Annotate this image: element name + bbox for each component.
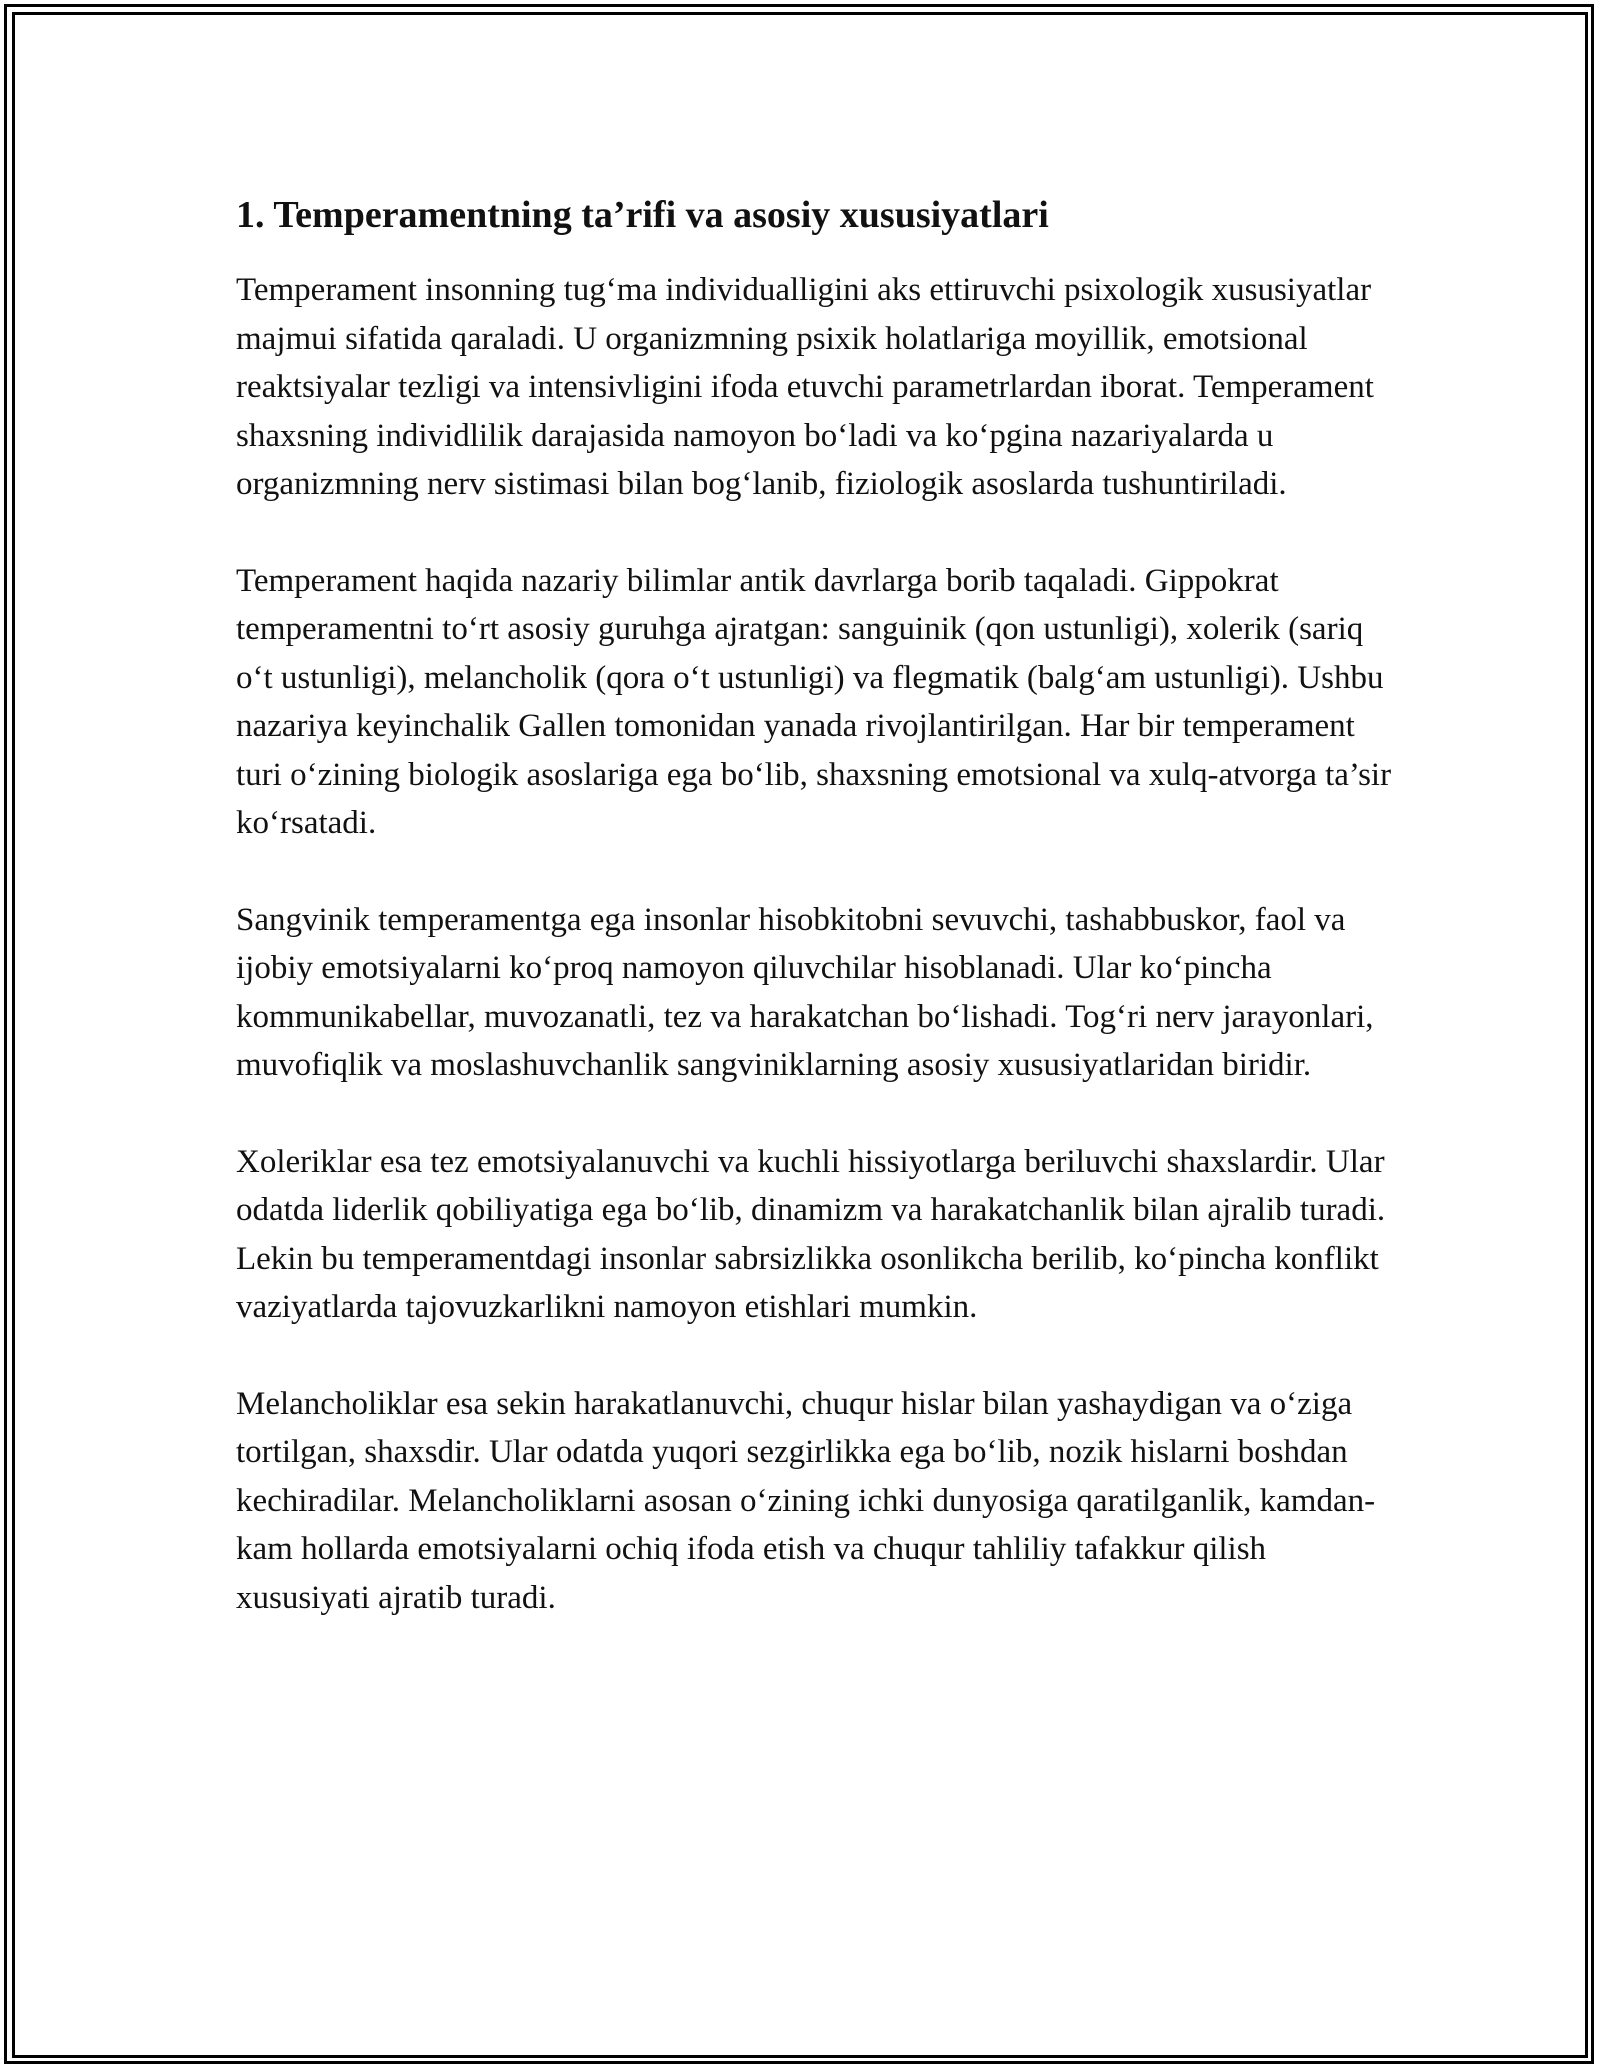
document-body bbox=[236, 184, 1396, 1670]
paragraph-melancholic: Melancholiklar esa sekin harakatlanuvchi, chuqur hislar bilan yashaydigan va o‘ziga tortilgan, shaxsdir. Ular odatda yuqori sezgirlikka ega bo‘lib, nozik hislarni boshdan kechiradilar. Melancholiklarni asosan o‘zining ichki dunyosiga qaratilganlik, kamdan-kam hollarda emotsiyalarni ochiq ifoda etish va chuqur tahliliy tafakkur qilish xususiyati ajratib turadi. bbox=[236, 1385, 1376, 1616]
paragraph-choleric: Xoleriklar esa tez emotsiyalanuvchi va kuchli hissiyotlarga beriluvchi shaxslardir. Ular odatda liderlik qobiliyatiga ega bo‘lib, dinamizm va harakatchanlik bilan ajralib turadi. Lekin bu temperamentdagi insonlar sabrsizlikka osonlikcha berilib, ko‘pincha konflikt vaziyatlarda tajovuzkarlikni namoyon etishlari mumkin. bbox=[236, 1143, 1386, 1325]
paragraph-sanguine: Sangvinik temperamentga ega insonlar hisobkitobni sevuvchi, tashabbuskor, faol va ijobiy emotsiyalarni ko‘proq namoyon qiluvchilar hisoblanadi. Ular ko‘pincha kommunikabellar, muvozanatli, tez va harakatchan bo‘lishadi. Tog‘ri nerv jarayonlari, muvofiqlik va moslashuvchanlik sangviniklarning asosiy xususiyatlaridan biridir. bbox=[236, 901, 1374, 1083]
paragraph-history: Temperament haqida nazariy bilimlar antik davrlarga borib taqaladi. Gippokrat temperamentni to‘rt asosiy guruhga ajratgan: sanguinik (qon ustunligi), xolerik (sariq o‘t ustunligi), melancholik (qora o‘t ustunligi) va flegmatik (balg‘am ustunligi). Ushbu nazariya keyinchalik Gallen tomonidan yanada rivojlantirilgan. Har bir temperament turi o‘zining biologik asoslariga ega bo‘lib, shaxsning emotsional va xulq-atvorga ta’sir ko‘rsatadi. bbox=[236, 562, 1392, 841]
section-heading: 1. Temperamentning ta’rifi va asosiy xususiyatlari bbox=[236, 194, 1049, 236]
paragraph-definition: Temperament insonning tug‘ma individualligini aks ettiruvchi psixologik xususiyatlar majmui sifatida qaraladi. U organizmning psixik holatlariga moyillik, emotsional reaktsiyalar tezligi va intensivligini ifoda etuvchi parametrlardan iborat. Temperament shaxsning individlilik darajasida namoyon bo‘ladi va ko‘pgina nazariyalarda u organizmning nerv sistimasi bilan bog‘lanib, fiziologik asoslarda tushuntiriladi. bbox=[236, 272, 1374, 502]
